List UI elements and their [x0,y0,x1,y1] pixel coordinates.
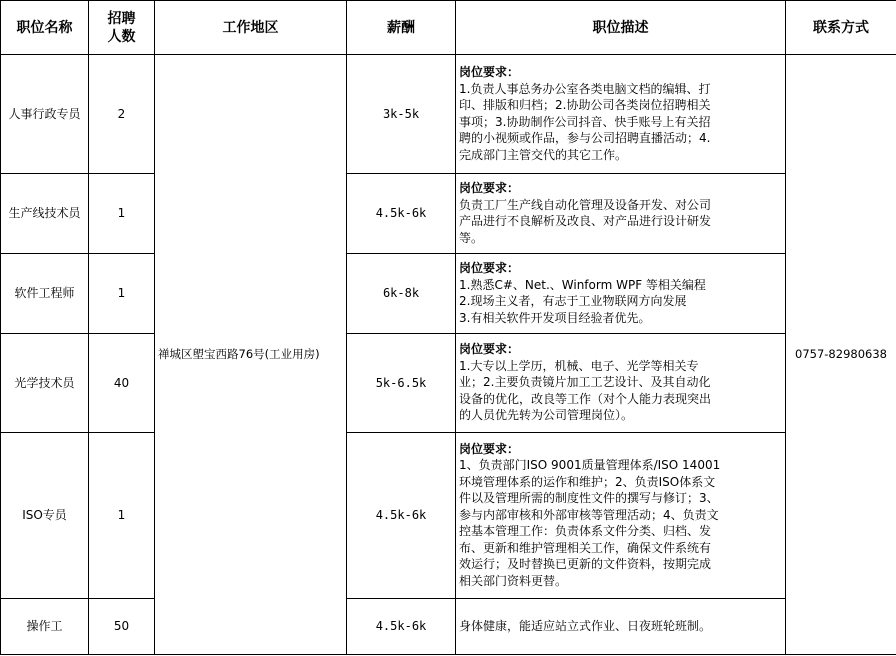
requirement-text: 1.大专以上学历，机械、电子、光学等相关专 业；2.主要负责镜片加工工艺设计、及其自动化 设备的优化，改良等工作（对个人能力表现突出 的人员优先转为公司管理岗位）。 [459,358,712,423]
description-cell [456,254,786,334]
salary-cell: 4.5k-6k [347,599,456,655]
description-cell [456,174,786,254]
header-position: 职位名称 [1,1,89,55]
requirement-title: 岗位要求： [459,65,520,79]
requirement-text: 负责工厂生产线自动化管理及设备开发、对公司 产品进行不良解析及改良、对产品进行设计研发 等。 [459,197,712,245]
header-location: 工作地区 [155,1,347,55]
salary-cell: 4.5k-6k [347,433,456,599]
description-cell [456,433,786,599]
header-salary: 薪酬 [347,1,456,55]
position-cell: ISO专员 [1,433,89,599]
table-row [1,254,896,334]
requirement-text: 身体健康，能适应站立式作业、日夜班轮班制。 [459,618,712,633]
count-cell: 50 [89,599,155,655]
location-cell: 禅城区塱宝西路76号(工业用房) [155,55,347,655]
table-row [1,599,896,655]
salary-cell: 3k-5k [347,55,456,174]
description-cell [456,334,786,433]
position-cell: 操作工 [1,599,89,655]
description-cell [456,599,786,655]
contact-cell: 0757-82980638 [786,55,896,655]
table-row [1,433,896,599]
position-cell: 人事行政专员 [1,55,89,174]
count-cell: 40 [89,334,155,433]
description-cell [456,55,786,174]
requirement-text: 1.负责人事总务办公室各类电脑文档的编辑、打 印、排版和归档；2.协助公司各类岗位招聘相关 事项；3.协助制作公司抖音、快手账号上有关招 聘的小视频或作品，参与公司招聘直播活动；4. 完成部门主管交代的其它工作。 [459,81,711,162]
count-cell: 1 [89,174,155,254]
count-cell: 2 [89,55,155,174]
header-description: 职位描述 [456,1,786,55]
table-row [1,174,896,254]
salary-cell: 5k-6.5k [347,334,456,433]
header-row [1,1,896,55]
table-row [1,334,896,433]
requirement-title: 岗位要求： [459,181,520,195]
requirement-title: 岗位要求： [459,261,520,275]
position-cell: 软件工程师 [1,254,89,334]
requirement-title: 岗位要求： [459,441,520,456]
salary-cell: 4.5k-6k [347,174,456,254]
header-count: 招聘 人数 [89,1,155,55]
position-cell: 光学技术员 [1,334,89,433]
requirement-text: 1.熟悉C#、Net.、Winform WPF 等相关编程 2.现场主义者，有志于工业物联网方向发展 3.有相关软件开发项目经验者优先。 [459,277,706,325]
requirement-title: 岗位要求： [459,342,520,357]
count-cell: 1 [89,254,155,334]
count-cell: 1 [89,433,155,599]
salary-cell: 6k-8k [347,254,456,334]
table-row [1,55,896,174]
requirement-text: 1、负责部门ISO 9001质量管理体系/ISO 14001 环境管理体系的运作和维护；2、负责ISO体系文 件以及管理所需的制度性文件的撰写与修订；3、 参与内部审核和外部审核等管理活动；4、负责文 控基本管理工作：负责体系文件分类、归档、发 布、更新和维护管理相关工作，确保文件系统有 效运行；及时替换已更新的文件资料，按期完成 相关部门资料更替。 [459,458,721,588]
position-cell: 生产线技术员 [1,174,89,254]
header-contact: 联系方式 [786,1,896,55]
